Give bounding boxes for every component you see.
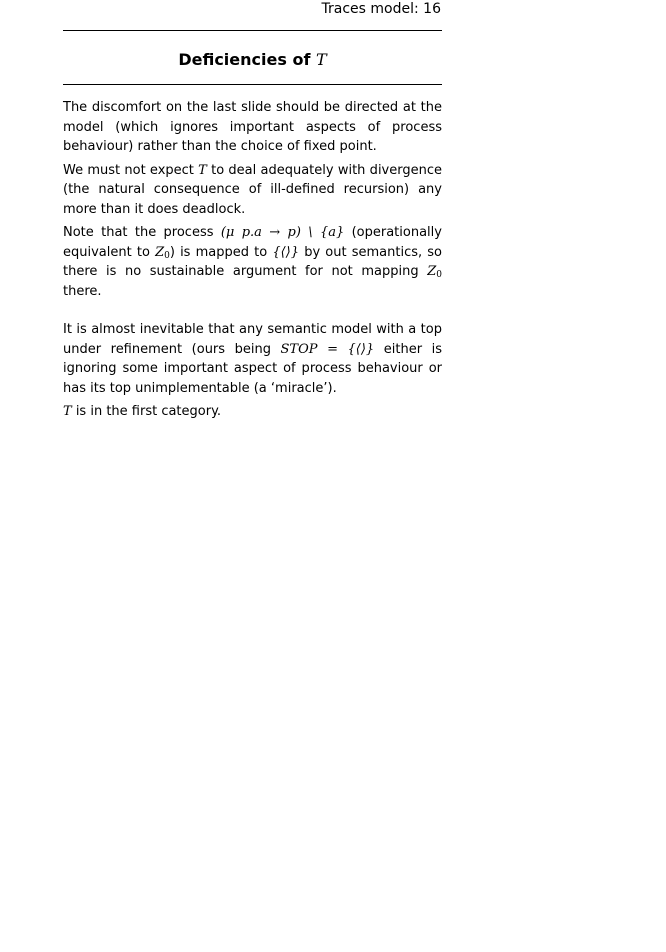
paragraph-semantic-top [63, 320, 442, 398]
z0-subscript-second: 0 [436, 270, 442, 280]
paragraph-process-text-c: ) is mapped to [169, 244, 268, 260]
paragraph-category [63, 402, 442, 422]
empty-trace-set: {⟨⟩} [272, 244, 300, 260]
paragraph-divergence-text-b: to deal adequately with divergence (the natural consequence of ill-defined recursion) any more than it does deadlock. [63, 162, 442, 217]
z0-symbol [155, 245, 170, 260]
paragraph-process-text-b: (operationally equivalent to [63, 225, 442, 260]
paragraph-process-text-a: Note that the process [63, 225, 214, 240]
slide-body [63, 98, 442, 426]
paragraph-process-note [63, 223, 442, 301]
slide-title-text: Deficiencies of [178, 50, 311, 69]
paragraph-divergence [63, 161, 442, 220]
z0-letter-second: Z [427, 264, 437, 279]
paragraph-divergence-text-a: We must not expect [63, 162, 194, 178]
title-divider [63, 84, 442, 85]
slide-title [63, 49, 442, 71]
stop-expression: STOP = {⟨⟩} [280, 341, 375, 357]
paragraph-process-text-d: by out semantics, so there is no sustainable argument for not mapping [63, 244, 442, 279]
paragraph-semantic-text-a: It is almost inevitable that any semantic model with a top under refinement (ours being [63, 322, 442, 357]
paragraph-semantic-text-b: either is ignoring some important aspect of process behaviour or has its top unimplementable (a ‘miracle’). [63, 341, 442, 396]
traces-model-symbol: T [315, 50, 327, 69]
z0-symbol-second [427, 264, 442, 279]
traces-model-symbol-inline: T [198, 162, 207, 178]
z0-subscript: 0 [164, 250, 170, 261]
top-divider [63, 30, 442, 31]
page-header-label: Traces model: 16 [321, 1, 441, 17]
paragraph-discomfort: The discomfort on the last slide should be directed at the model (which ignores important aspects of process behaviour) rather than the choice of fixed point. [63, 100, 442, 154]
paragraph-process-text-e: there. [63, 283, 102, 299]
paragraph-category-text: is in the first category. [75, 404, 222, 419]
traces-model-symbol-final: T [63, 404, 72, 419]
z0-letter: Z [155, 244, 165, 260]
process-expression: (μ p.a → p) \ {a} [220, 225, 345, 240]
